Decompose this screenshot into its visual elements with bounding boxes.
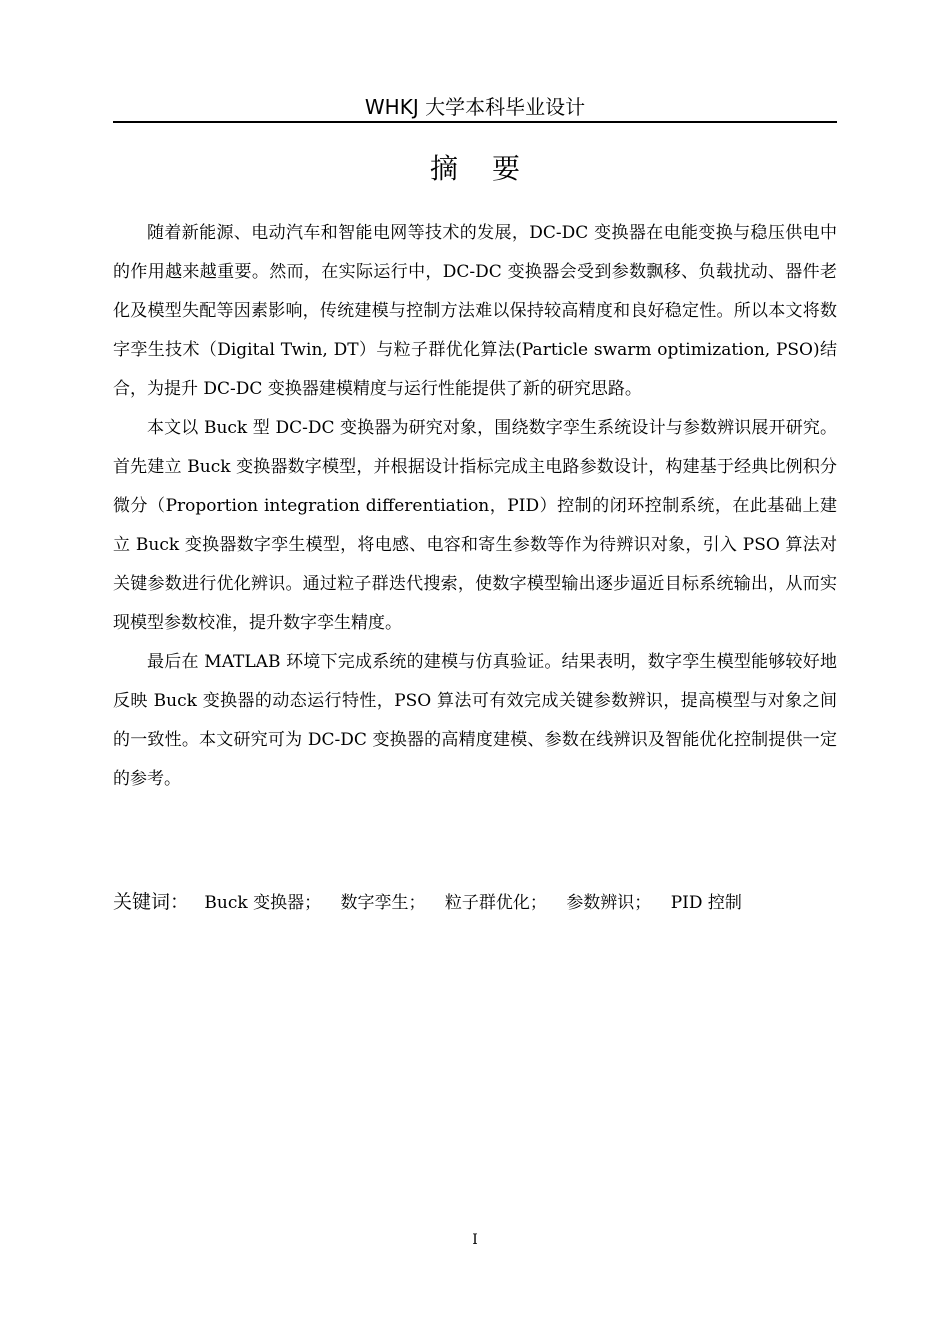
abstract-paragraph-2: 本文以 Buck 型 DC-DC 变换器为研究对象，围绕数字孪生系统设计与参数辨识展开研究。首先建立 Buck 变换器数字模型，并根据设计指标完成主电路参数设计，构建基于经典比例积分微分（Proportion integration differentiation，PID）控制的闭环控制系统，在此基础上建立 Buck 变换器数字孪生模型，将电感、电容和寄生参数等作为待辨识对象，引入 PSO 算法对关键参数进行优化辨识。通过粒子群迭代搜索，使数字模型输出逐步逼近目标系统输出，从而实现模型参数校准，提升数字孪生精度。 xyxy=(113,418,837,633)
keywords-line xyxy=(113,885,837,920)
page-header: WHKJ 大学本科毕业设计 xyxy=(364,95,586,119)
keyword-item: 参数辨识； xyxy=(566,893,652,913)
keyword-item: Buck 变换器； xyxy=(204,893,322,913)
header-rule xyxy=(113,121,837,123)
keywords-label: 关键词： xyxy=(113,891,190,913)
abstract-title: 摘要 xyxy=(429,152,554,185)
page-number: I xyxy=(472,1232,478,1248)
abstract-paragraph-1: 随着新能源、电动汽车和智能电网等技术的发展，DC-DC 变换器在电能变换与稳压供电中的作用越来越重要。然而，在实际运行中，DC-DC 变换器会受到参数飘移、负载扰动、器件老化及模型失配等因素影响，传统建模与控制方法难以保持较高精度和良好稳定性。所以本文将数字孪生技术（Digital Twin, DT）与粒子群优化算法(Particle swarm optimization, PSO)结合，为提升 DC-DC 变换器建模精度与运行性能提供了新的研究思路。 xyxy=(113,223,837,399)
abstract-paragraph-3: 最后在 MATLAB 环境下完成系统的建模与仿真验证。结果表明，数字孪生模型能够较好地反映 Buck 变换器的动态运行特性，PSO 算法可有效完成关键参数辨识，提高模型与对象之间的一致性。本文研究可为 DC-DC 变换器的高精度建模、参数在线辨识及智能优化控制提供一定的参考。 xyxy=(113,652,837,789)
keyword-item: 粒子群优化； xyxy=(444,893,547,913)
keyword-item: 数字孪生； xyxy=(340,893,426,913)
keyword-item: PID 控制 xyxy=(670,893,742,913)
abstract-body xyxy=(113,214,837,799)
